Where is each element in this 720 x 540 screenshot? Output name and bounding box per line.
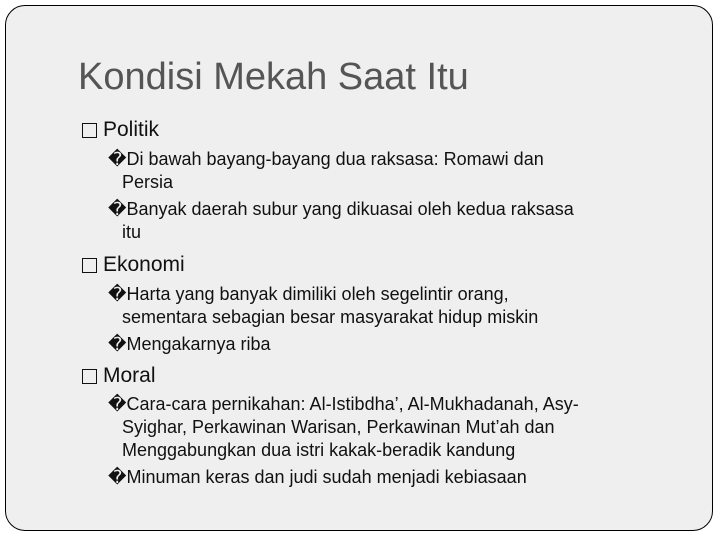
section-heading-moral xyxy=(82,364,156,388)
bullet-item xyxy=(108,148,544,194)
section-heading-label: Ekonomi xyxy=(103,253,185,276)
bullet-line: �Mengakarnya riba xyxy=(108,334,271,354)
bullet-line: sementara sebagian besar masyarakat hidup miskin xyxy=(122,307,539,327)
slide-title: Kondisi Mekah Saat Itu xyxy=(78,56,469,98)
section-heading-politik xyxy=(82,118,159,142)
checkbox-bullet-icon xyxy=(82,369,97,384)
bullet-line: �Banyak daerah subur yang dikuasai oleh kedua raksasa xyxy=(108,199,574,219)
bullet-line: Persia xyxy=(122,172,174,192)
bullet-item xyxy=(108,333,271,356)
bullet-item xyxy=(108,198,574,244)
bullet-item xyxy=(108,466,527,489)
bullet-line: itu xyxy=(122,222,142,242)
section-heading-ekonomi xyxy=(82,253,185,277)
bullet-line: �Cara-cara pernikahan: Al-Istibdha’, Al-Mukhadanah, Asy- xyxy=(108,394,579,414)
section-heading-label: Politik xyxy=(103,118,160,141)
bullet-item xyxy=(108,393,579,462)
section-heading-label: Moral xyxy=(103,364,156,387)
bullet-line: Syighar, Perkawinan Warisan, Perkawinan Mut’ah dan xyxy=(122,417,555,437)
bullet-line: Menggabungkan dua istri kakak-beradik kandung xyxy=(122,440,516,460)
bullet-line: �Di bawah bayang-bayang dua raksasa: Romawi dan xyxy=(108,149,544,169)
bullet-item xyxy=(108,283,538,329)
bullet-line: �Minuman keras dan judi sudah menjadi kebiasaan xyxy=(108,467,527,487)
checkbox-bullet-icon xyxy=(82,123,97,138)
checkbox-bullet-icon xyxy=(82,258,97,273)
bullet-line: �Harta yang banyak dimiliki oleh segelintir orang, xyxy=(108,284,509,304)
